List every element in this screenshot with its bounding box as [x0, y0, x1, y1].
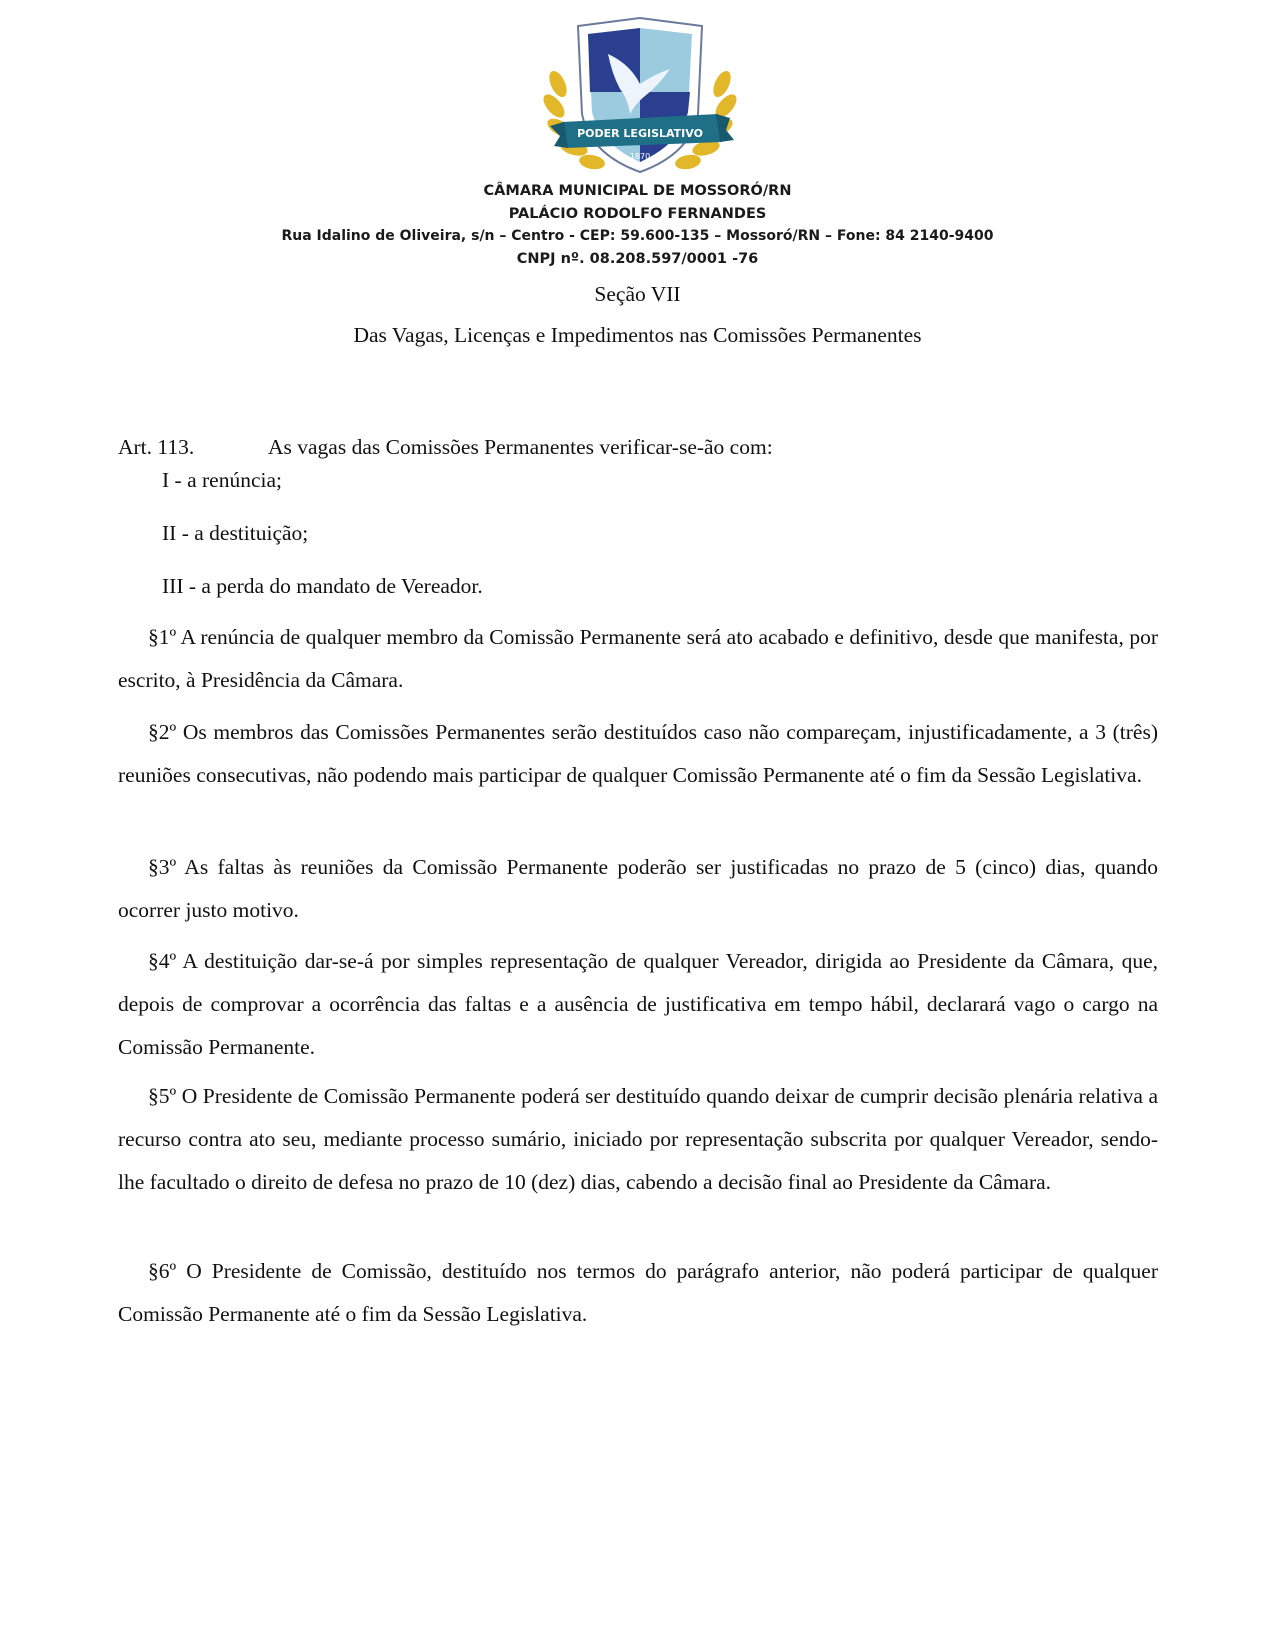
crest-icon — [540, 14, 740, 179]
chamber-name: CÂMARA MUNICIPAL DE MOSSORÓ/RN — [483, 183, 792, 199]
section-subtitle: Das Vagas, Licenças e Impedimentos nas Comissões Permanentes — [353, 323, 922, 347]
article-item: I - a renúncia; — [162, 468, 282, 492]
chamber-crest-logo — [540, 14, 740, 179]
paragraph-5: §5º O Presidente de Comissão Permanente poderá ser destituído quando deixar de cumprir decisão plenária relativa a recurso contra ato seu, mediante processo sumário, iniciado por representação subscrita por qualquer Vereador, sendo-lhe facultado o direito de defesa no prazo de 10 (dez) dias, cabendo a decisão final ao Presidente da Câmara. — [118, 1084, 1158, 1194]
paragraph-4: §4º A destituição dar-se-á por simples representação de qualquer Vereador, dirigida ao Presidente da Câmara, que, depois de comprovar a ocorrência das faltas e a ausência de justificativa em tempo hábil, declarará vago o cargo na Comissão Permanente. — [118, 949, 1158, 1059]
article-item: III - a perda do mandato de Vereador. — [162, 574, 483, 598]
svg-text:1870: 1870 — [629, 152, 651, 161]
article-caput — [118, 435, 773, 460]
letterhead — [0, 180, 1275, 270]
svg-text:PODER LEGISLATIVO: PODER LEGISLATIVO — [577, 127, 703, 140]
paragraph-2: §2º Os membros das Comissões Permanentes serão destituídos caso não compareçam, injustificadamente, a 3 (três) reuniões consecutivas, não podendo mais participar de qualquer Comissão Permanente até o fim da Sessão Legislativa. — [118, 720, 1158, 787]
article-number: Art. 113. — [118, 435, 195, 459]
paragraph-6: §6º O Presidente de Comissão, destituído nos termos do parágrafo anterior, não poderá participar de qualquer Comissão Permanente até o fim da Sessão Legislativa. — [118, 1259, 1158, 1326]
paragraph-1: §1º A renúncia de qualquer membro da Comissão Permanente será ato acabado e definitivo, desde que manifesta, por escrito, à Presidência da Câmara. — [118, 625, 1158, 692]
paragraph-3: §3º As faltas às reuniões da Comissão Permanente poderão ser justificadas no prazo de 5 (cinco) dias, quando ocorrer justo motivo. — [118, 855, 1158, 922]
article-item: II - a destituição; — [162, 521, 309, 545]
address-line: Rua Idalino de Oliveira, s/n – Centro - CEP: 59.600-135 – Mossoró/RN – Fone: 84 2140-9400 — [281, 228, 994, 244]
palace-name: PALÁCIO RODOLFO FERNANDES — [508, 205, 767, 222]
cnpj-line: CNPJ nº. 08.208.597/0001 -76 — [516, 250, 759, 267]
section-title: Seção VII — [594, 282, 681, 306]
article-caput-text: As vagas das Comissões Permanentes verificar-se-ão com: — [268, 435, 773, 459]
